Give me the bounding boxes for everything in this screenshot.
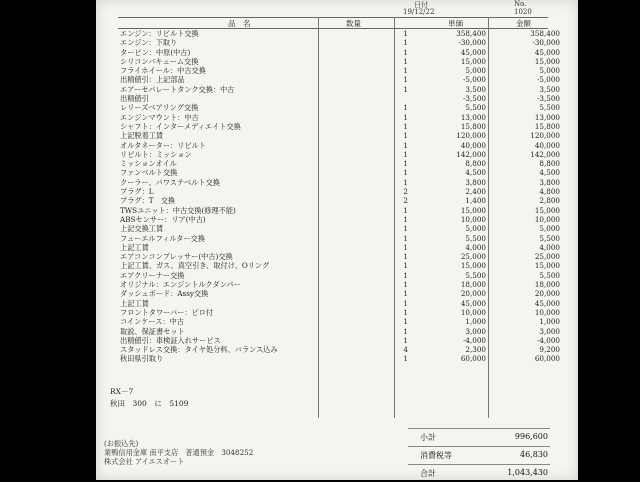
row-amount: 2,800 [539, 196, 560, 206]
column-item: 品 名 [228, 19, 251, 28]
row-name: 上記工賃 [120, 242, 149, 252]
table-row [118, 345, 560, 355]
row-qty: 1 [403, 298, 408, 308]
row-name: ファンベルト交換 [120, 168, 178, 178]
table-row [118, 335, 560, 345]
table-row [118, 280, 560, 290]
row-name: レリーズベアリング交換 [120, 103, 199, 113]
row-name: TWSユニット：中古交換(修理不能) [120, 205, 236, 215]
total-value: 996,600 [514, 432, 548, 441]
table-row [118, 159, 560, 169]
row-amount: 5,500 [539, 103, 560, 113]
vehicle-plate: 秋田 300 に 5109 [110, 399, 189, 408]
row-qty: 1 [403, 121, 408, 131]
table-row [118, 47, 560, 57]
table-header [118, 17, 548, 29]
row-price: 1,400 [465, 196, 486, 206]
row-qty: 1 [403, 131, 408, 141]
row-name: エンジンマウント：中古 [120, 112, 199, 122]
row-price: 45,000 [460, 47, 486, 57]
column-price: 単価 [448, 19, 463, 28]
table-row [118, 66, 560, 76]
vehicle-info [110, 386, 188, 410]
bank-line: 業鴨信用金庫 南平支店 普通預金 3048252 [104, 448, 254, 457]
row-qty: 1 [403, 242, 408, 252]
row-qty: 1 [403, 261, 408, 271]
row-amount: 9,200 [539, 345, 560, 355]
row-price: -4,000 [462, 335, 486, 345]
row-amount: -5,000 [536, 75, 560, 85]
total-row [408, 428, 550, 446]
row-qty: 1 [403, 233, 408, 243]
row-name: シリコンバキューム交換 [120, 56, 199, 66]
row-price: 4,000 [465, 242, 486, 252]
number-value: 1020 [514, 8, 532, 16]
row-amount: 5,500 [539, 233, 560, 243]
row-price: 10,000 [460, 307, 486, 317]
bank-line: 株式会社 アイエスオート [104, 457, 185, 466]
row-amount: 15,000 [534, 261, 560, 271]
row-price: 2,400 [465, 187, 486, 197]
row-amount: -30,000 [532, 38, 560, 48]
row-qty: 1 [403, 66, 408, 76]
table-row [118, 140, 560, 150]
row-price: 3,000 [465, 326, 486, 336]
row-name: フライホイール：中古交換 [120, 66, 206, 76]
row-price: 15,800 [460, 121, 486, 131]
row-price: 25,000 [460, 252, 486, 262]
total-label: 小計 [420, 433, 436, 442]
row-amount: 15,000 [534, 56, 560, 66]
row-amount: 5,000 [539, 66, 560, 76]
row-amount: 142,000 [530, 149, 560, 159]
table-row [118, 131, 560, 141]
row-amount: 15,000 [534, 205, 560, 215]
row-name: エンジン：下取り [120, 38, 178, 48]
row-amount: 13,000 [534, 112, 560, 122]
row-amount: 120,000 [530, 131, 560, 141]
row-price: 15,000 [460, 56, 486, 66]
table-row [118, 149, 560, 159]
row-name: エンジン：リビルト交換 [120, 29, 199, 38]
row-name: コインケース：中古 [120, 317, 184, 327]
row-qty: 1 [403, 140, 408, 150]
vehicle-model: RX－7 [110, 387, 134, 396]
bank-line: (お振込先) [104, 439, 139, 448]
row-amount: 4,000 [539, 242, 560, 252]
table-row [118, 56, 560, 66]
table-row [118, 270, 560, 280]
row-price: 3,500 [465, 84, 486, 94]
row-qty: 1 [403, 75, 408, 85]
row-price: 15,000 [460, 261, 486, 271]
row-amount: 60,000 [534, 354, 560, 364]
row-amount: 18,000 [534, 280, 560, 290]
table-row [118, 94, 560, 104]
row-name: オルタネーター：リビルト [120, 140, 206, 150]
table-row [118, 205, 560, 215]
row-amount: 4,800 [539, 187, 560, 197]
row-price: 3,800 [465, 177, 486, 187]
row-amount: 1,000 [539, 317, 560, 327]
row-price: 4,500 [465, 168, 486, 178]
table-row [118, 187, 560, 197]
row-amount: 10,000 [534, 307, 560, 317]
row-name: ダッシュボード：Assy交換 [120, 289, 209, 299]
row-amount: 10,000 [534, 214, 560, 224]
invoice-header [96, 0, 578, 16]
row-name: クーラー、パワステベルト交換 [120, 177, 220, 187]
row-name: フューエルフィルター交換 [120, 233, 206, 243]
row-price: 142,000 [456, 149, 486, 159]
date-value: 19/12/22 [403, 8, 435, 16]
row-amount: 45,000 [534, 47, 560, 57]
row-qty: 1 [403, 159, 408, 169]
total-row [408, 464, 550, 482]
column-amount: 金額 [516, 19, 531, 28]
table-row [118, 29, 560, 38]
invoice-paper [96, 0, 578, 480]
row-price: 1,000 [465, 317, 486, 327]
row-amount: 20,000 [534, 289, 560, 299]
bank-info [104, 439, 253, 466]
column-qty: 数量 [346, 19, 361, 28]
row-name: 上記脱着工賃 [120, 131, 164, 141]
line-items [118, 29, 560, 364]
row-price: -5,000 [462, 75, 486, 85]
row-amount: 4,500 [539, 168, 560, 178]
row-qty: 1 [403, 214, 408, 224]
row-price: 2,300 [465, 345, 486, 355]
row-price: 5,500 [465, 270, 486, 280]
table-row [118, 177, 560, 187]
table-row [118, 298, 560, 308]
row-qty: 1 [403, 205, 408, 215]
row-price: -3,500 [462, 94, 486, 104]
table-row [118, 196, 560, 206]
row-price: 18,000 [460, 280, 486, 290]
row-amount: 358,400 [530, 29, 560, 38]
row-qty: 1 [403, 326, 408, 336]
table-row [118, 103, 560, 113]
row-name: スタッドレス交換：タイヤ処分料、バランス込み [120, 345, 278, 355]
row-qty: 1 [403, 224, 408, 234]
total-value: 46,830 [520, 450, 548, 459]
row-price: 20,000 [460, 289, 486, 299]
row-qty: 1 [403, 38, 408, 48]
table-row [118, 252, 560, 262]
row-qty: 1 [403, 252, 408, 262]
table-row [118, 84, 560, 94]
table-row [118, 326, 560, 336]
row-price: 40,000 [460, 140, 486, 150]
row-qty: 1 [403, 84, 408, 94]
table-row [118, 214, 560, 224]
row-price: 358,400 [456, 29, 486, 38]
row-price: 5,500 [465, 233, 486, 243]
row-qty: 1 [403, 307, 408, 317]
row-name: 出精値引：車検証入れサービス [120, 335, 221, 345]
row-qty: 1 [403, 354, 408, 364]
table-row [118, 233, 560, 243]
row-qty: 1 [403, 112, 408, 122]
row-qty: 1 [403, 289, 408, 299]
row-name: オリジナル：エンジントルクダンパー [120, 280, 241, 290]
total-label: 合計 [420, 469, 436, 478]
row-qty: 1 [403, 103, 408, 113]
row-qty: 4 [403, 345, 408, 355]
row-name: 出精値引：上記部品 [120, 75, 185, 85]
row-qty: 1 [403, 56, 408, 66]
row-price: 13,000 [460, 112, 486, 122]
table-row [118, 261, 560, 271]
row-price: 10,000 [460, 214, 486, 224]
table-row [118, 168, 560, 178]
row-name: リビルト：ミッション [120, 149, 192, 159]
table-row [118, 75, 560, 85]
row-name: 出精値引 [120, 94, 149, 104]
row-amount: 25,000 [534, 252, 560, 262]
table-row [118, 289, 560, 299]
row-qty: 1 [403, 270, 408, 280]
row-qty: 1 [403, 149, 408, 159]
row-qty: 1 [403, 29, 408, 38]
row-amount: 40,000 [534, 140, 560, 150]
row-name: 上記交換工賃 [120, 224, 164, 234]
row-name: ミッションオイル [120, 159, 177, 169]
table-row [118, 242, 560, 252]
row-name: プラグ：L [120, 187, 154, 197]
row-amount: 3,500 [539, 84, 560, 94]
row-name: フロントタワーバー：ピロ付 [120, 307, 214, 317]
table-row [118, 317, 560, 327]
row-qty: 1 [403, 168, 408, 178]
row-name: エアーセパレートタンク交換：中古 [120, 84, 235, 94]
row-name: エアクリーナー交換 [120, 270, 185, 280]
row-qty: 1 [403, 335, 408, 345]
number-label: No. [514, 0, 527, 8]
row-price: 60,000 [460, 354, 486, 364]
row-price: 120,000 [456, 131, 486, 141]
row-amount: -3,500 [536, 94, 560, 104]
row-amount: 3,800 [539, 177, 560, 187]
row-qty: 1 [403, 317, 408, 327]
row-amount: -4,000 [536, 335, 560, 345]
row-qty: 2 [403, 187, 408, 197]
row-qty: 2 [403, 196, 408, 206]
row-price: 15,000 [460, 205, 486, 215]
row-name: プラグ：T 交換 [120, 196, 176, 206]
row-qty: 1 [403, 47, 408, 57]
row-amount: 3,000 [539, 326, 560, 336]
row-qty: 1 [403, 280, 408, 290]
table-row [118, 38, 560, 48]
table-row [118, 112, 560, 122]
totals-block [408, 428, 550, 482]
row-amount: 5,500 [539, 270, 560, 280]
row-qty: 1 [403, 177, 408, 187]
row-name: 秋田県引取り [120, 354, 164, 364]
row-price: 5,000 [465, 224, 486, 234]
row-name: 上記工賃 [120, 298, 149, 308]
table-row [118, 307, 560, 317]
row-name: 上記工賃、ガス、真空引き、取付け、Oリング [120, 261, 270, 271]
row-name: ターピン：中原(中古) [120, 47, 191, 57]
total-label: 消費税等 [420, 451, 452, 460]
date-label: 日付 [414, 1, 428, 9]
row-price: 5,500 [465, 103, 486, 113]
row-amount: 45,000 [534, 298, 560, 308]
row-price: 45,000 [460, 298, 486, 308]
row-amount: 15,800 [534, 121, 560, 131]
row-name: シャフト：インターメディエイト交換 [120, 121, 241, 131]
row-amount: 5,000 [539, 224, 560, 234]
row-price: 8,800 [465, 159, 486, 169]
row-name: ABSセンサー：リア(中古) [120, 214, 206, 224]
table-row [118, 121, 560, 131]
row-name: 取説、保証書セット [120, 326, 185, 336]
table-row [118, 224, 560, 234]
row-amount: 8,800 [539, 159, 560, 169]
row-name: エアコンコンプレッサー(中古)交換 [120, 252, 233, 262]
total-row [408, 446, 550, 464]
total-value: 1,043,430 [507, 468, 548, 477]
table-row [118, 354, 560, 364]
row-price: -30,000 [458, 38, 486, 48]
row-price: 5,000 [465, 66, 486, 76]
